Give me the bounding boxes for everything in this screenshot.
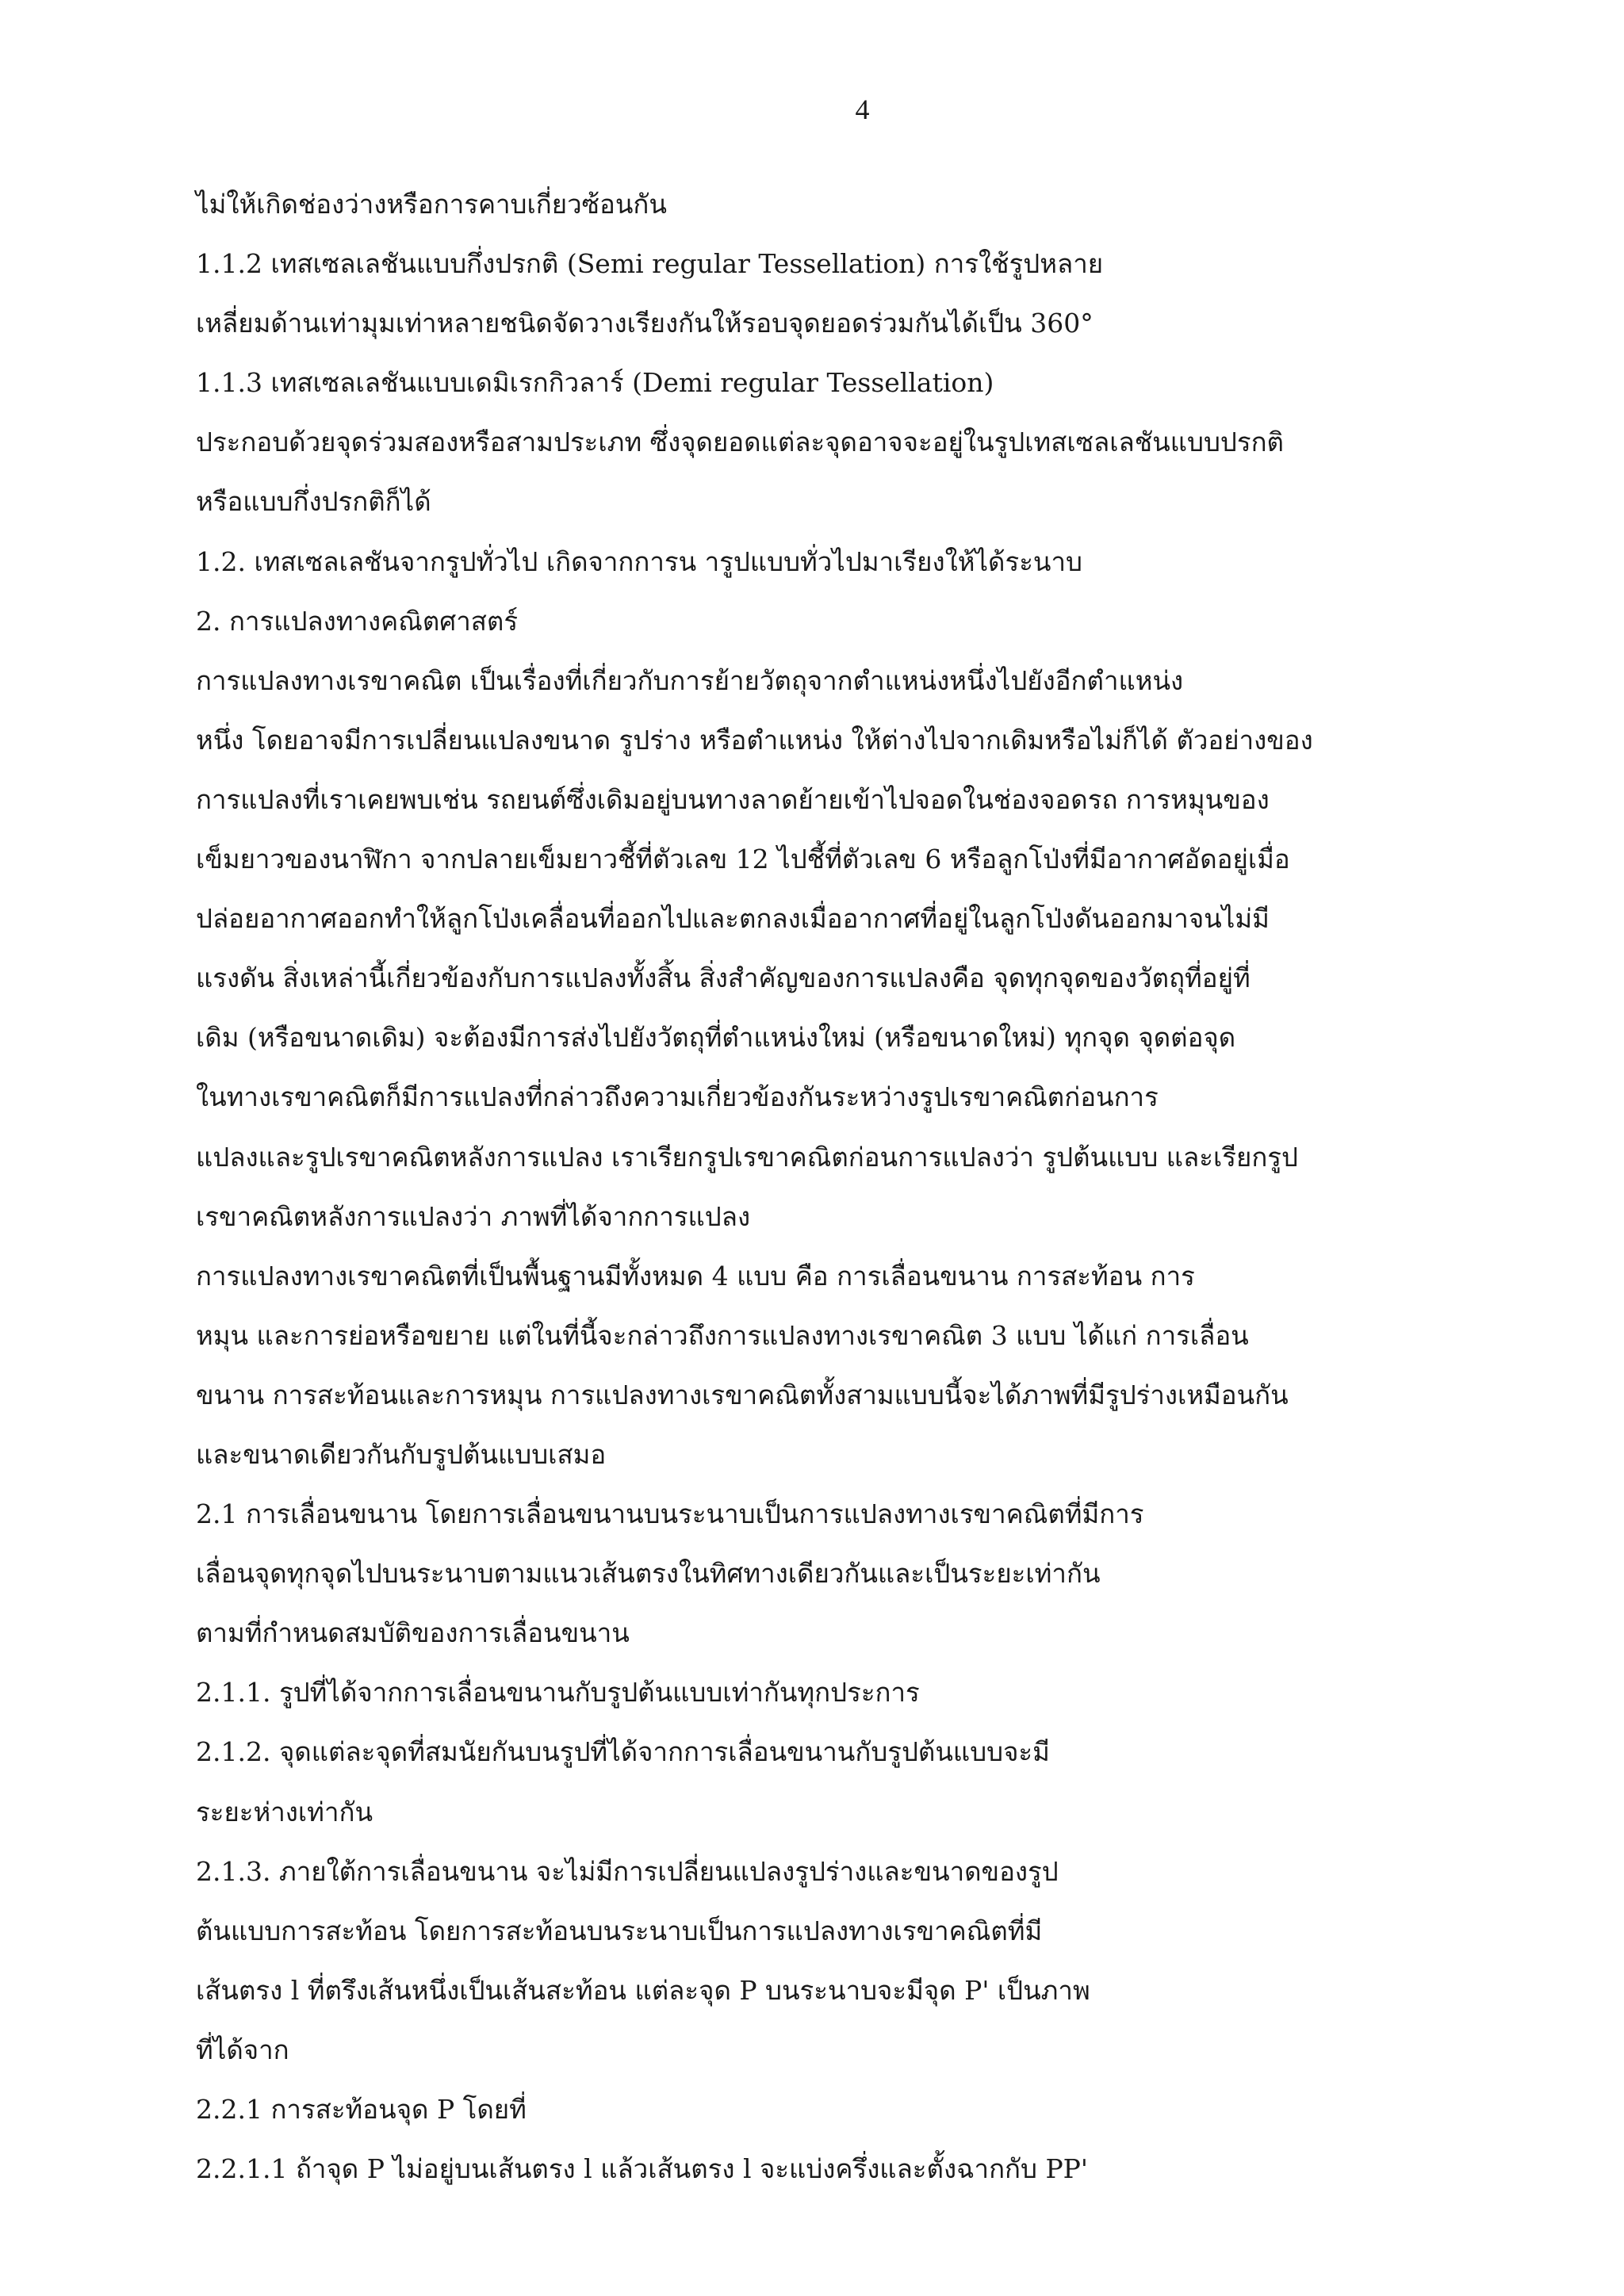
text-line: การแปลงทางเรขาคณิต เป็นเรื่องที่เกี่ยวกับการย้ายวัตถุจากตำแหน่งหนึ่งไปยังอีกตำแหน่ง	[196, 664, 1184, 696]
text-line: แปลงและรูปเรขาคณิตหลังการแปลง เราเรียกรูปเรขาคณิตก่อนการแปลงว่า รูปต้นแบบ และเรียกรูป	[196, 1141, 1298, 1173]
text-line: หรือแบบกึ่งปรกติก็ได้	[196, 486, 431, 518]
text-line: แรงดัน สิ่งเหล่านี้เกี่ยวข้องกับการแปลงทั้งสิ้น สิ่งสำคัญของการแปลงคือ จุดทุกจุดของวัตถุที่อยู่ที่	[196, 962, 1251, 994]
text-line: ไม่ให้เกิดช่องว่างหรือการคาบเกี่ยวซ้อนกัน	[196, 189, 667, 220]
text-line: 1.2. เทสเซลเลชันจากรูปทั่วไป เกิดจากการน ารูปแบบทั่วไปมาเรียงให้ได้ระนาบ	[196, 545, 1082, 577]
text-line: 2.1.1. รูปที่ได้จากการเลื่อนขนานกับรูปต้นแบบเท่ากันทุกประการ	[196, 1677, 920, 1709]
text-line: เข็มยาวของนาฬิกา จากปลายเข็มยาวชี้ที่ตัวเลข 12 ไปชี้ที่ตัวเลข 6 หรือลูกโป่งที่มีอากาศอัดอยู่เมื่อ	[196, 844, 1290, 875]
body-text	[196, 174, 1496, 2198]
text-line: 2.2.1 การสะท้อนจุด P โดยที่	[196, 2094, 527, 2125]
text-line: หนึ่ง โดยอาจมีการเปลี่ยนแปลงขนาด รูปร่าง หรือตำแหน่ง ให้ต่างไปจากเดิมหรือไม่ก็ได้ ตัวอย่างของ	[196, 724, 1313, 756]
text-line: ระยะห่างเท่ากัน	[196, 1796, 373, 1827]
text-line: เรขาคณิตหลังการแปลงว่า ภาพที่ได้จากการแปลง	[196, 1200, 751, 1232]
text-line: ปล่อยอากาศออกทำให้ลูกโป่งเคลื่อนที่ออกไปและตกลงเมื่ออากาศที่อยู่ในลูกโป่งดันออกมาจนไม่มี	[196, 903, 1270, 935]
text-line: 2.1.2. จุดแต่ละจุดที่สมนัยกันบนรูปที่ได้จากการเลื่อนขนานกับรูปต้นแบบจะมี	[196, 1736, 1050, 1768]
text-line: เดิม (หรือขนาดเดิม) จะต้องมีการส่งไปยังวัตถุที่ตำแหน่งใหม่ (หรือขนาดใหม่) ทุกจุด จุดต่อจุด	[196, 1022, 1236, 1054]
text-line: ในทางเรขาคณิตก็มีการแปลงที่กล่าวถึงความเกี่ยวข้องกันระหว่างรูปเรขาคณิตก่อนการ	[196, 1081, 1159, 1113]
text-line: 2.1 การเลื่อนขนาน โดยการเลื่อนขนานบนระนาบเป็นการแปลงทางเรขาคณิตที่มีการ	[196, 1498, 1144, 1530]
text-line: และขนาดเดียวกันกับรูปต้นแบบเสมอ	[196, 1438, 607, 1470]
text-line: เส้นตรง l ที่ตรึงเส้นหนึ่งเป็นเส้นสะท้อน แต่ละจุด P บนระนาบจะมีจุด P' เป็นภาพ	[196, 1974, 1090, 2006]
text-line: ตามที่กำหนดสมบัติของการเลื่อนขนาน	[196, 1617, 630, 1649]
text-line: หมุน และการย่อหรือขยาย แต่ในที่นี้จะกล่าวถึงการแปลงทางเรขาคณิต 3 แบบ ได้แก่ การเลื่อน	[196, 1319, 1249, 1351]
text-line: ขนาน การสะท้อนและการหมุน การแปลงทางเรขาคณิตทั้งสามแบบนี้จะได้ภาพที่มีรูปร่างเหมือนกัน	[196, 1379, 1289, 1410]
text-line: ต้นแบบการสะท้อน โดยการสะท้อนบนระนาบเป็นการแปลงทางเรขาคณิตที่มี	[196, 1915, 1043, 1946]
text-line: ประกอบด้วยจุดร่วมสองหรือสามประเภท ซึ่งจุดยอดแต่ละจุดอาจจะอยู่ในรูปเทสเซลเลชันแบบปรกติ	[196, 427, 1284, 458]
text-line: ที่ได้จาก	[196, 2034, 289, 2065]
text-line: 1.1.2 เทสเซลเลชันแบบกึ่งปรกติ (Semi regular Tessellation) การใช้รูปหลาย	[196, 248, 1104, 280]
text-line: การแปลงที่เราเคยพบเช่น รถยนต์ซึ่งเดิมอยู่บนทางลาดย้ายเข้าไปจอดในช่องจอดรถ การหมุนของ	[196, 783, 1270, 815]
text-line: 2. การแปลงทางคณิตศาสตร์	[196, 605, 519, 637]
text-line: เหลี่ยมด้านเท่ามุมเท่าหลายชนิดจัดวางเรียงกันให้รอบจุดยอดร่วมกันได้เป็น 360°	[196, 308, 1094, 339]
text-line: 2.2.1.1 ถ้าจุด P ไม่อยู่บนเส้นตรง l แล้วเส้นตรง l จะแบ่งครึ่งและตั้งฉากกับ PP'	[196, 2153, 1088, 2185]
page-number: 4	[855, 94, 870, 125]
text-line: การแปลงทางเรขาคณิตที่เป็นพื้นฐานมีทั้งหมด 4 แบบ คือ การเลื่อนขนาน การสะท้อน การ	[196, 1260, 1195, 1292]
text-line: 1.1.3 เทสเซลเลชันแบบเดมิเรกกิวลาร์ (Demi regular Tessellation)	[196, 367, 994, 399]
text-line: 2.1.3. ภายใต้การเลื่อนขนาน จะไม่มีการเปลี่ยนแปลงรูปร่างและขนาดของรูป	[196, 1855, 1059, 1887]
text-line: เลื่อนจุดทุกจุดไปบนระนาบตามแนวเส้นตรงในทิศทางเดียวกันและเป็นระยะเท่ากัน	[196, 1558, 1101, 1590]
